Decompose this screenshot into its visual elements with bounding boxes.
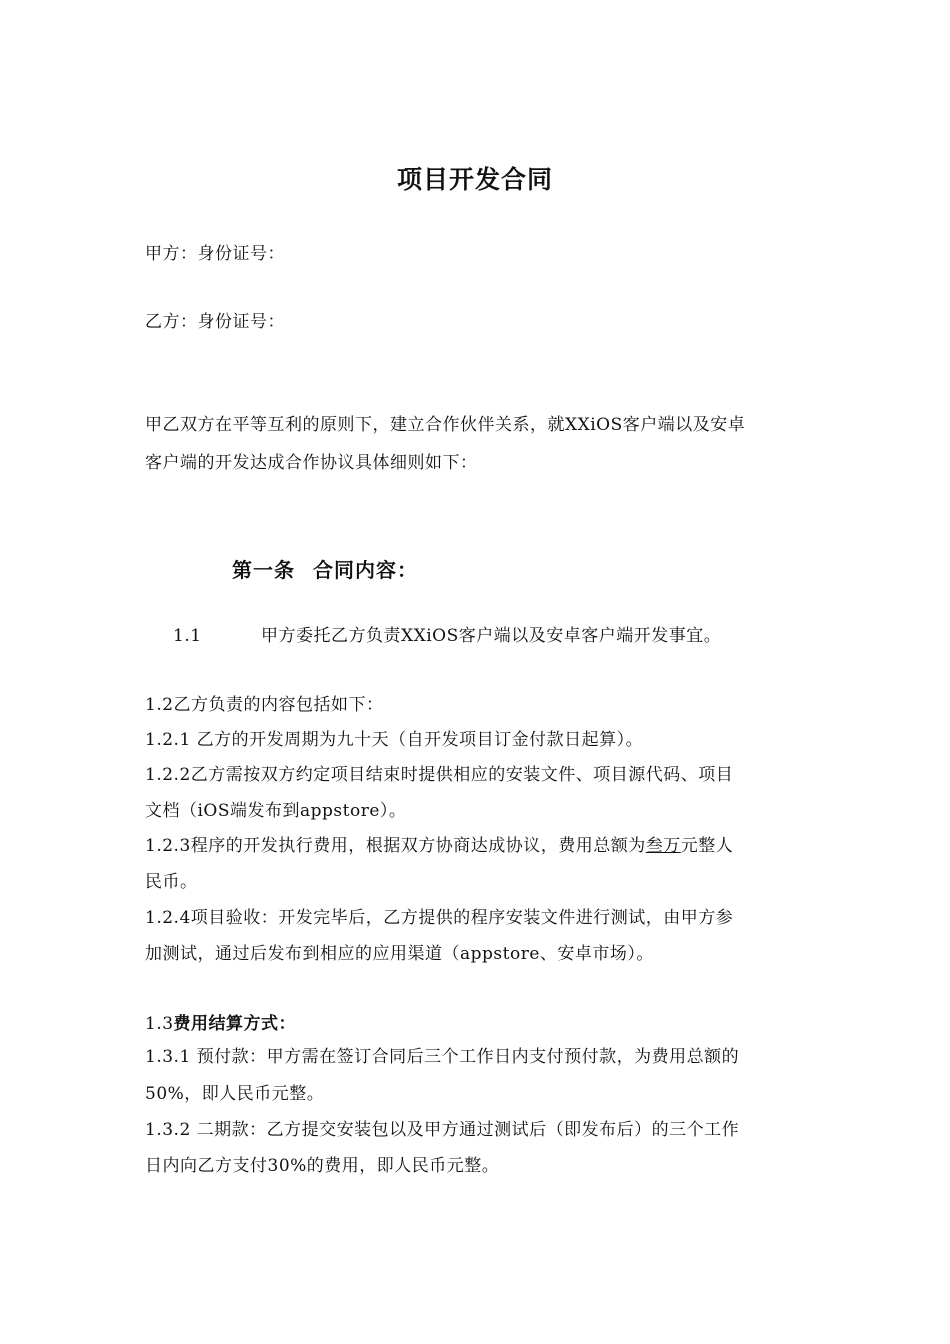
item-1-3-2-line-1: 1.3.2 二期款：乙方提交安装包以及甲方通过测试后（即发布后）的三个工作: [145, 1120, 740, 1140]
item-1-2-3-line-1: [145, 834, 733, 858]
document-title: 项目开发合同: [396, 165, 553, 194]
item-1-2-3-post: 元整人: [680, 836, 734, 856]
item-1-3-2-line-2: 日内向乙方支付30%的费用，即人民币元整。: [145, 1156, 500, 1176]
party-b-line: 乙方：身份证号：: [145, 312, 285, 332]
article-1-heading: [232, 554, 418, 583]
item-1-2-4-line-1: 1.2.4项目验收：开发完毕后，乙方提供的程序安装文件进行测试，由甲方参: [145, 908, 734, 928]
item-1-3-heading: [145, 1012, 296, 1036]
item-1-2-3-line-2: 民币。: [145, 872, 198, 892]
item-1-2: 1.2乙方负责的内容包括如下：: [145, 695, 384, 715]
intro-line-2: 客户端的开发达成合作协议具体细则如下：: [145, 453, 478, 473]
item-1-1-text: 甲方委托乙方负责XXiOS客户端以及安卓客户端开发事宜。: [261, 626, 722, 646]
article-1-number: 第一条: [232, 558, 295, 582]
article-1-title: 合同内容：: [313, 558, 418, 582]
party-a-line: 甲方：身份证号：: [145, 244, 285, 264]
item-1-1-number: 1.1: [173, 626, 202, 646]
item-1-3-number: 1.3: [145, 1014, 174, 1034]
item-1-3-1-line-1: 1.3.1 预付款：甲方需在签订合同后三个工作日内支付预付款，为费用总额的: [145, 1047, 740, 1067]
item-1-2-2-line-1: 1.2.2乙方需按双方约定项目结束时提供相应的安装文件、项目源代码、项目: [145, 765, 734, 785]
intro-line-1: 甲乙双方在平等互利的原则下，建立合作伙伴关系，就XXiOS客户端以及安卓: [145, 415, 746, 435]
item-1-2-3-pre: 1.2.3程序的开发执行费用，根据双方协商达成协议，费用总额为: [145, 836, 646, 856]
item-1-3-1-line-2: 50%，即人民币元整。: [145, 1084, 325, 1104]
item-1-2-1: 1.2.1 乙方的开发周期为九十天（自开发项目订金付款日起算）。: [145, 730, 644, 750]
fee-amount: 叁万: [645, 836, 681, 856]
item-1-2-2-line-2: 文档（iOS端发布到appstore）。: [145, 801, 407, 821]
item-1-3-title: 费用结算方式：: [173, 1014, 297, 1034]
item-1-2-4-line-2: 加测试，通过后发布到相应的应用渠道（appstore、安卓市场）。: [145, 944, 654, 964]
